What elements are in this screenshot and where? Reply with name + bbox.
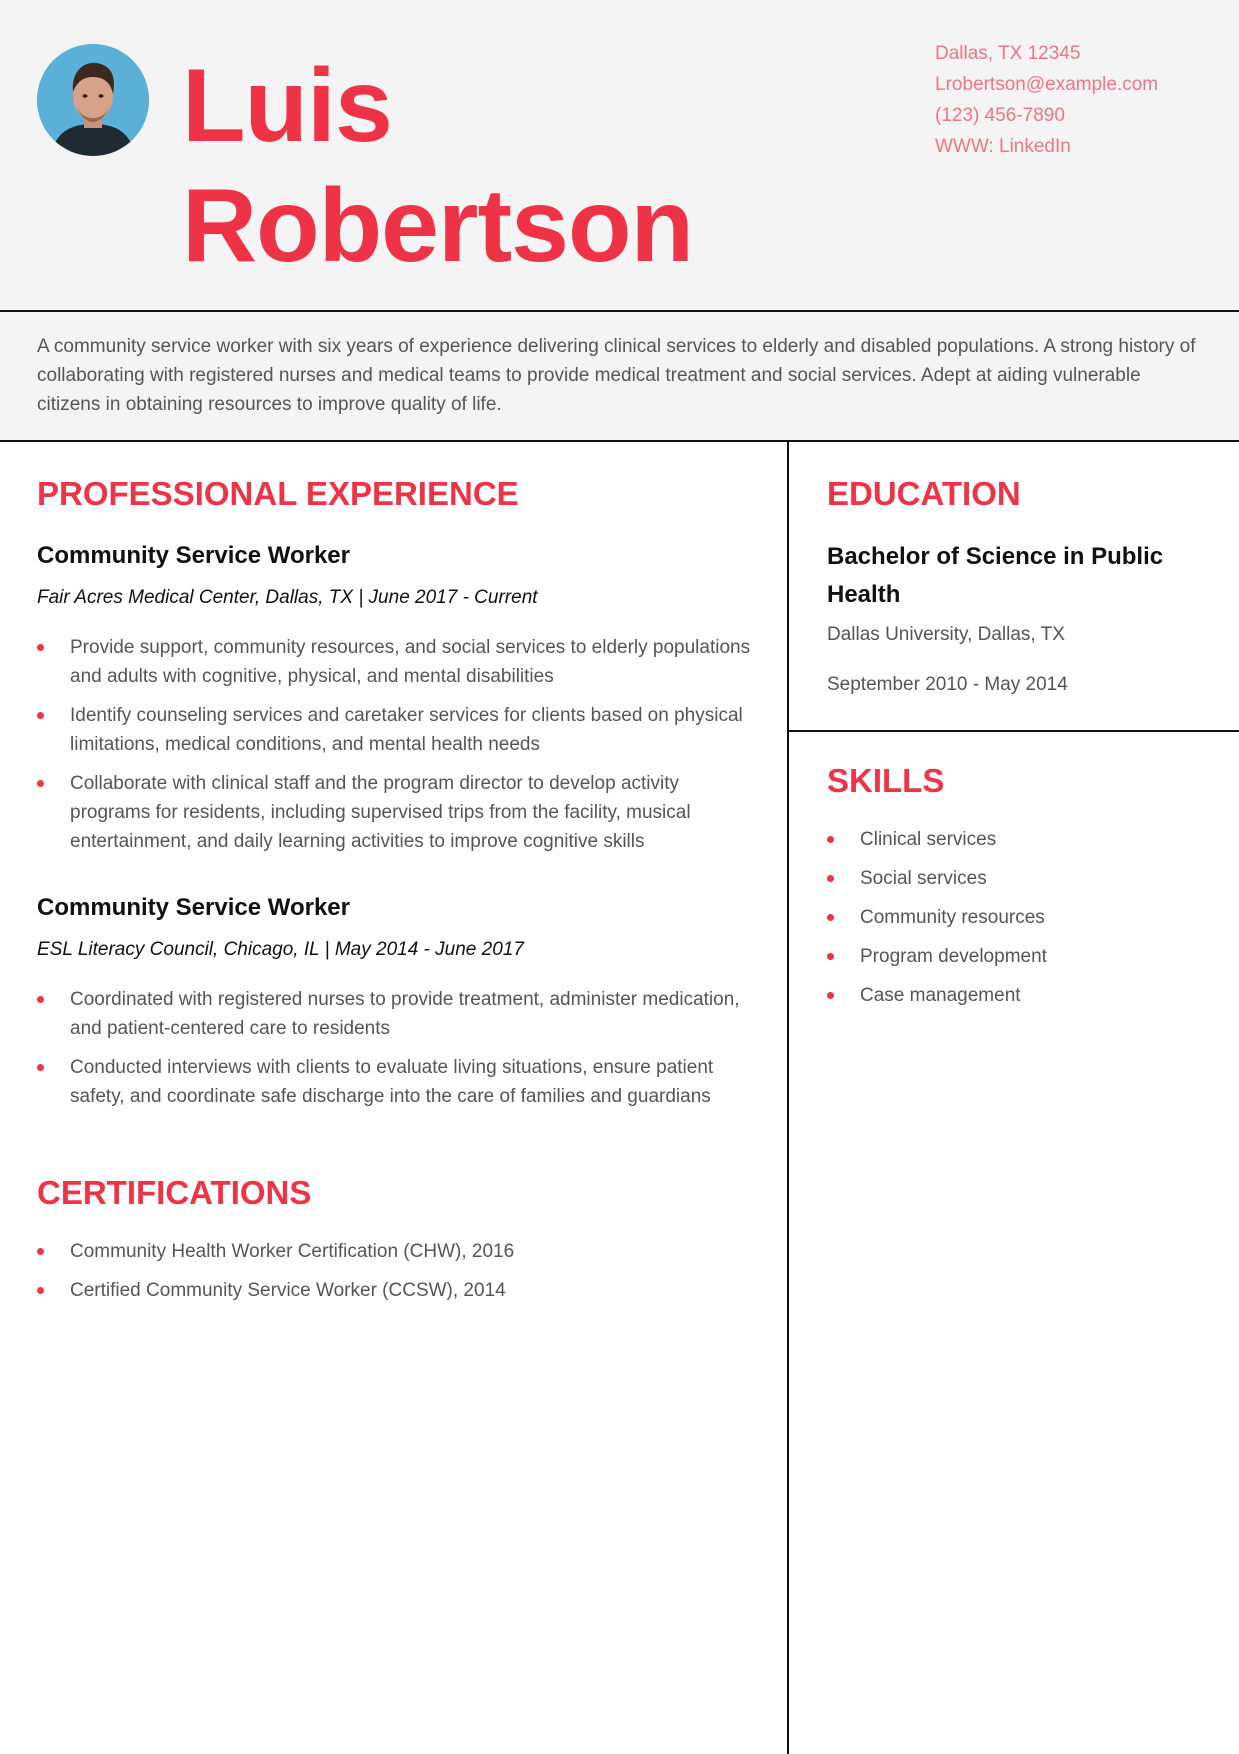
- job-meta-1: Fair Acres Medical Center, Dallas, TX | June 2017 - Current: [37, 587, 538, 608]
- skill-text: Community resources: [860, 907, 1045, 928]
- list-item: [37, 985, 757, 1043]
- list-item: [37, 1237, 757, 1266]
- contact-address: Dallas, TX 12345: [935, 43, 1081, 64]
- skill-text: Program development: [860, 946, 1047, 967]
- first-name: Luis: [182, 48, 392, 164]
- column-divider: [787, 442, 789, 1754]
- skills-list: [827, 825, 1207, 1020]
- job-title-2: Community Service Worker: [37, 894, 350, 921]
- profile-photo: [37, 44, 149, 156]
- bullet-icon: [827, 953, 834, 960]
- job-title-1: Community Service Worker: [37, 542, 350, 569]
- list-item: [827, 903, 1207, 932]
- experience-heading: PROFESSIONAL EXPERIENCE: [37, 475, 519, 512]
- candidate-name: [182, 46, 693, 286]
- education-dates: September 2010 - May 2014: [827, 674, 1068, 695]
- certifications-list: [37, 1237, 757, 1315]
- bullet-text: Conducted interviews with clients to evaluate living situations, ensure patient safety, and coordinate safe discharge into the care of families and guardians: [70, 1057, 714, 1107]
- contact-phone[interactable]: (123) 456-7890: [935, 105, 1065, 126]
- skill-text: Social services: [860, 868, 987, 889]
- skill-text: Case management: [860, 985, 1021, 1006]
- list-item: [827, 942, 1207, 971]
- bullet-text: Provide support, community resources, and social services to elderly populations and adults with cognitive, physical, and mental disabilities: [70, 637, 751, 687]
- bullet-icon: [827, 914, 834, 921]
- bullet-icon: [37, 644, 44, 651]
- list-item: [37, 701, 757, 759]
- contact-website[interactable]: WWW: LinkedIn: [935, 136, 1071, 157]
- list-item: [37, 1276, 757, 1305]
- job-bullets-1: [37, 633, 757, 866]
- last-name: Robertson: [182, 168, 693, 284]
- education-school: Dallas University, Dallas, TX: [827, 624, 1065, 645]
- summary-band: [0, 312, 1239, 442]
- list-item: [827, 981, 1207, 1010]
- education-degree: Bachelor of Science in Public Health: [827, 543, 1164, 608]
- bullet-icon: [827, 836, 834, 843]
- bullet-icon: [37, 996, 44, 1003]
- job-meta-2: ESL Literacy Council, Chicago, IL | May 2014 - June 2017: [37, 939, 524, 960]
- bullet-icon: [827, 992, 834, 999]
- skills-heading: SKILLS: [827, 762, 945, 799]
- certification-text: Community Health Worker Certification (CHW), 2016: [70, 1241, 515, 1262]
- list-item: [827, 864, 1207, 893]
- bullet-text: Collaborate with clinical staff and the program director to develop activity programs for residents, including supervised trips from the facility, musical entertainment, and daily learning activities to improve cognitive skills: [70, 773, 691, 852]
- contact-info: [935, 38, 1158, 162]
- sidebar-divider: [789, 730, 1239, 732]
- bullet-text: Coordinated with registered nurses to provide treatment, administer medication, and patient-centered care to residents: [70, 989, 740, 1039]
- summary-text: A community service worker with six years of experience delivering clinical services to elderly and disabled populations. A strong history of collaborating with registered nurses and medical teams to provide medical treatment and social services. Adept at aiding vulnerable citizens in obtaining resources to improve quality of life.: [37, 336, 1196, 415]
- bullet-icon: [37, 1248, 44, 1255]
- job-bullets-2: [37, 985, 757, 1121]
- portrait-illustration: [37, 44, 149, 156]
- list-item: [827, 825, 1207, 854]
- resume-header: [0, 0, 1239, 312]
- certifications-heading: CERTIFICATIONS: [37, 1174, 312, 1211]
- bullet-icon: [37, 712, 44, 719]
- bullet-icon: [37, 1287, 44, 1294]
- bullet-icon: [827, 875, 834, 882]
- bullet-icon: [37, 1064, 44, 1071]
- education-heading: EDUCATION: [827, 475, 1021, 512]
- bullet-icon: [37, 780, 44, 787]
- skill-text: Clinical services: [860, 829, 997, 850]
- bullet-text: Identify counseling services and caretaker services for clients based on physical limitations, medical conditions, and mental health needs: [70, 705, 743, 755]
- list-item: [37, 633, 757, 691]
- contact-email[interactable]: Lrobertson@example.com: [935, 74, 1159, 95]
- list-item: [37, 769, 757, 856]
- certification-text: Certified Community Service Worker (CCSW), 2014: [70, 1280, 506, 1301]
- list-item: [37, 1053, 757, 1111]
